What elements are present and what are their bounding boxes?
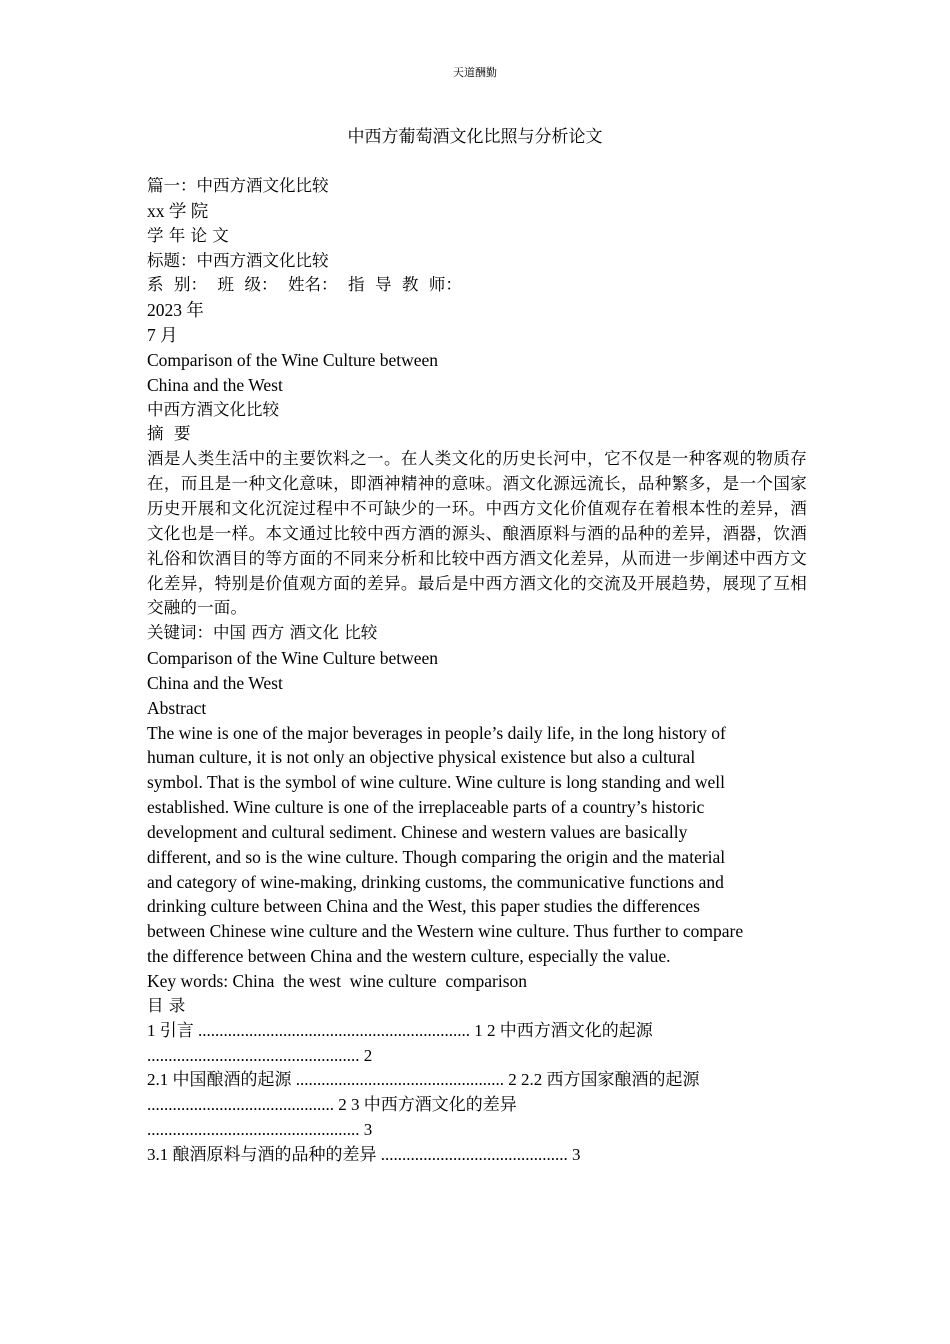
month-line: 7 月	[147, 325, 178, 346]
college-line: xx 学 院	[147, 200, 209, 221]
toc-entry: ............................................ 2 3 中西方酒文化的差异	[147, 1095, 517, 1115]
abstract-heading-en: Abstract	[147, 697, 207, 718]
thesis-title-line: 标题：中西方酒文化比较	[147, 250, 329, 270]
abstract-en-line: human culture, it is not only an objective physical existence but also a cultural	[147, 747, 696, 768]
abstract-en-line: symbol. That is the symbol of wine culture. Wine culture is long standing and well	[147, 772, 726, 793]
document-body	[147, 174, 807, 1168]
abstract-en-line: The wine is one of the major beverages in people’s daily life, in the long history of	[147, 722, 726, 743]
english-title-line-1: Comparison of the Wine Culture between	[147, 349, 439, 370]
chinese-title-line: 中西方酒文化比较	[147, 399, 279, 419]
english-title-line-3: Comparison of the Wine Culture between	[147, 648, 439, 669]
document-title: 中西方葡萄酒文化比照与分析论文	[347, 127, 603, 147]
keywords-cn: 关键词：中国 西方 酒文化 比较	[147, 623, 378, 643]
keywords-en: Key words: China the west wine culture comparison	[147, 971, 528, 991]
toc-entry: 3.1 酿酒原料与酒的品种的差异 ............................................ 3	[147, 1144, 581, 1164]
abstract-en-line: development and cultural sediment. Chinese and western values are basically	[147, 821, 688, 842]
abstract-cn-paragraph: 酒是人类生活中的主要饮料之一。在人类文化的历史长河中，它不仅是一种客观的物质存在，而且是一种文化意味，即酒神精神的意味。酒文化源远流长，品种繁多，是一个国家历史开展和文化沉淀过程中不可缺少的一环。中西方文化价值观存在着根本性的差异，酒文化也是一样。本文通过比较中西方酒的源头、酿酒原料与酒的品种的差异，酒器，饮酒礼俗和饮酒目的等方面的不同来分析和比较中西方酒文化差异，从而进一步阐述中西方文化差异，特别是价值观方面的差异。最后是中西方酒文化的交流及开展趋势，展现了互相交融的一面。	[147, 449, 807, 618]
abstract-en-line: the difference between China and the western culture, especially the value.	[147, 946, 671, 967]
abstract-en-line: established. Wine culture is one of the irreplaceable parts of a country’s historic	[147, 797, 705, 818]
english-title-line-2: China and the West	[147, 374, 283, 395]
thesis-type-line: 学 年 论 文	[147, 225, 229, 245]
toc-entry: 2.1 中国酿酒的起源 ................................................. 2 2.2 西方国家酿酒的起源	[147, 1070, 700, 1090]
english-title-line-4: China and the West	[147, 672, 283, 693]
abstract-en-line: different, and so is the wine culture. Though comparing the origin and the material	[147, 846, 726, 867]
toc-entry: .................................................. 2	[147, 1045, 373, 1065]
abstract-en-line: and category of wine-making, drinking customs, the communicative functions and	[147, 871, 724, 892]
toc-heading: 目 录	[147, 995, 186, 1015]
section-heading: 篇一：中西方酒文化比较	[147, 176, 329, 195]
toc-entry: 1 引言 ................................................................ 1 2 中西方酒文化的起源	[147, 1020, 653, 1040]
toc-entry: .................................................. 3	[147, 1120, 373, 1140]
abstract-en-line: between Chinese wine culture and the Western wine culture. Thus further to compare	[147, 921, 744, 942]
abstract-en-line: drinking culture between China and the West, this paper studies the differences	[147, 896, 700, 917]
year-line: 2023 年	[147, 300, 204, 321]
abstract-heading-cn: 摘 要	[147, 424, 191, 444]
page-header: 天道酬勤	[453, 66, 497, 79]
author-info-line: 系 别： 班 级： 姓名： 指 导 教 师：	[147, 275, 462, 295]
